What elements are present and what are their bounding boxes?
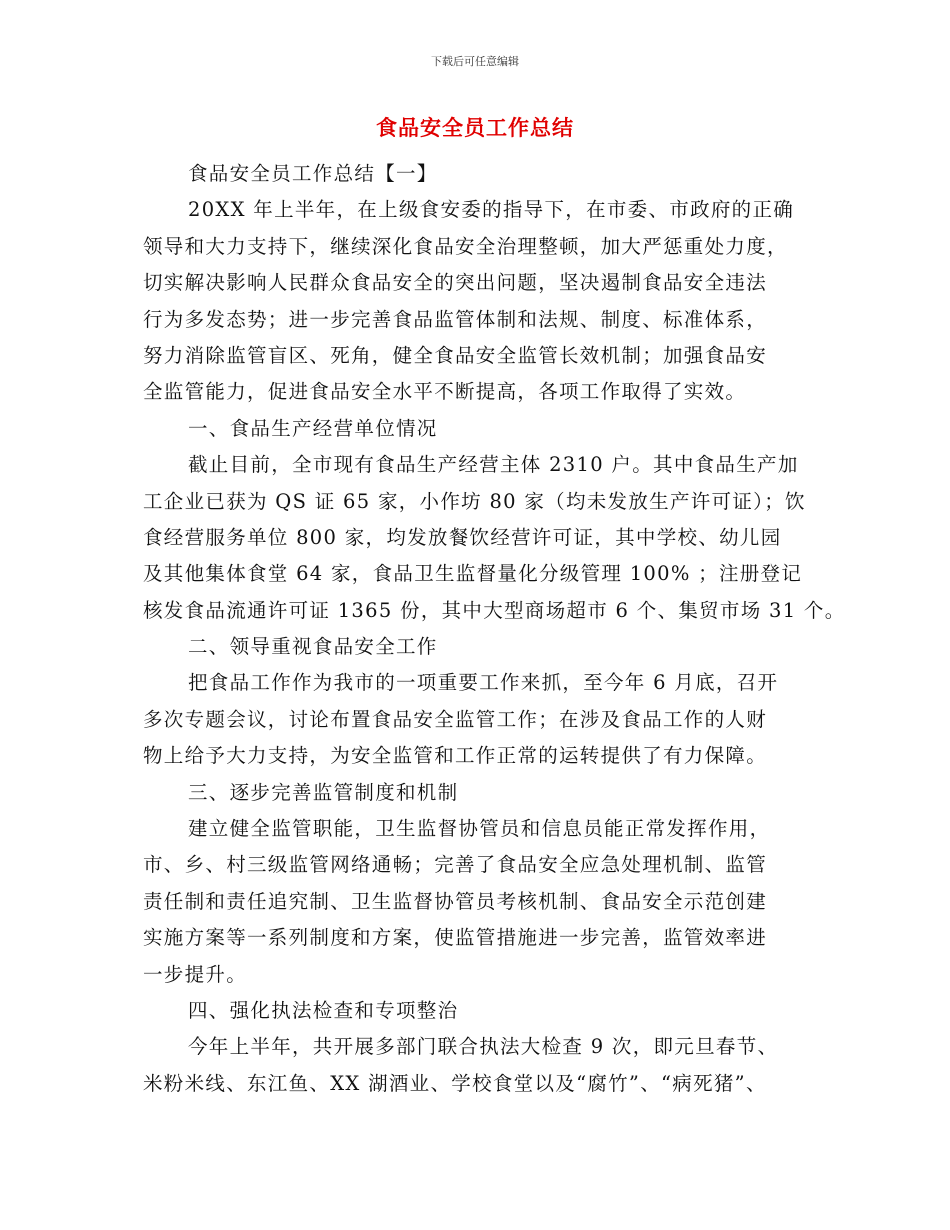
text-line: 工企业已获为 QS 证 65 家，小作坊 80 家（均未发放生产许可证）；饮: [143, 489, 806, 513]
document-body: [143, 156, 846, 1102]
text-line: 一、食品生产经营单位情况: [188, 416, 438, 440]
text-line: 截止目前，全市现有食品生产经营主体 2310 户。其中食品生产加: [188, 453, 799, 477]
text-line: 一步提升。: [143, 962, 248, 986]
text-line: 核发食品流通许可证 1365 份，其中大型商场超市 6 个、集贸市场 31 个。: [143, 598, 846, 622]
text-line: 责任制和责任追究制、卫生监督协管员考核机制、食品安全示范创建: [143, 889, 768, 913]
text-line: 领导和大力支持下，继续深化食品安全治理整顿，加大严惩重处力度，: [143, 234, 788, 258]
header-note: 下载后可任意编辑: [431, 55, 519, 68]
text-line: 行为多发态势；进一步完善食品监管体制和法规、制度、标准体系，: [143, 307, 768, 331]
text-line: 食经营服务单位 800 家，均发放餐饮经营许可证，其中学校、幼儿园: [143, 525, 782, 549]
text-line: 实施方案等一系列制度和方案，使监管措施进一步完善，监管效率进: [143, 926, 768, 950]
text-line: 三、逐步完善监管制度和机制: [188, 780, 459, 804]
text-line: 努力消除监管盲区、死角，健全食品安全监管长效机制；加强食品安: [143, 343, 768, 367]
text-line: 及其他集体食堂 64 家，食品卫生监督量化分级管理 100% ；注册登记: [143, 562, 803, 586]
text-line: 建立健全监管职能，卫生监督协管员和信息员能正常发挥作用，: [188, 817, 771, 841]
text-line: 二、领导重视食品安全工作: [188, 635, 438, 659]
text-line: 今年上半年，共开展多部门联合执法大检查 9 次，即元旦春节、: [188, 1035, 779, 1059]
document-title: 食品安全员工作总结: [376, 116, 574, 140]
text-line: 切实解决影响人民群众食品安全的突出问题，坚决遏制食品安全违法: [143, 271, 768, 295]
text-line: 多次专题会议，讨论布置食品安全监管工作；在涉及食品工作的人财: [143, 707, 768, 731]
text-line: 把食品工作作为我市的一项重要工作来抓，至今年 6 月底，召开: [188, 671, 779, 695]
text-line: 物上给予大力支持，为安全监管和工作正常的运转提供了有力保障。: [143, 744, 768, 768]
text-line: 米粉米线、东江鱼、XX 湖酒业、学校食堂以及“腐竹”、“病死猪”、: [143, 1071, 767, 1095]
text-line: 20XX 年上半年，在上级食安委的指导下，在市委、市政府的正确: [188, 198, 795, 222]
text-line: 四、强化执法检查和专项整治: [188, 998, 459, 1022]
text-line: 市、乡、村三级监管网络通畅；完善了食品安全应急处理机制、监管: [143, 853, 768, 877]
text-line: 食品安全员工作总结【一】: [188, 162, 438, 185]
text-line: 全监管能力，促进食品安全水平不断提高，各项工作取得了实效。: [143, 380, 747, 404]
